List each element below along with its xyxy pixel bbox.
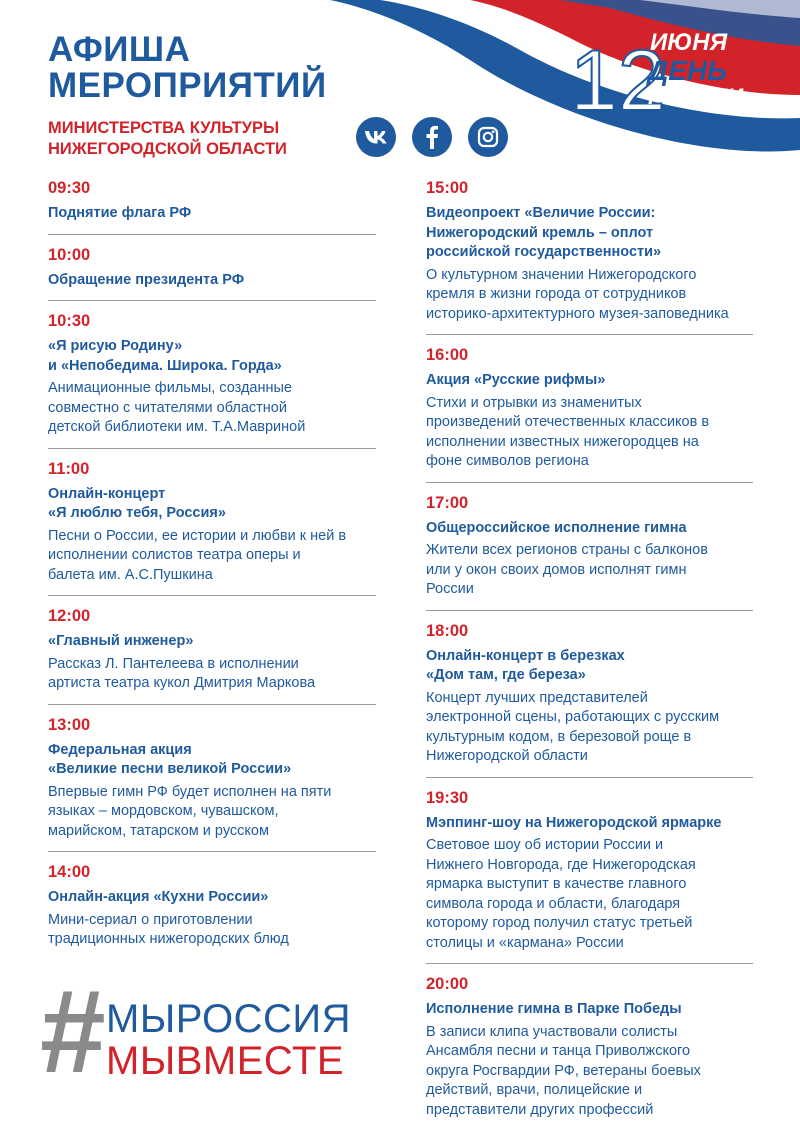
event-title-line: Исполнение гимна в Парке Победы bbox=[426, 1001, 682, 1017]
event-description bbox=[426, 689, 753, 767]
event-time: 15:00 bbox=[426, 179, 469, 197]
event-description bbox=[48, 911, 376, 950]
event-description-line: историко-архитектурного музея-заповедника bbox=[426, 305, 729, 322]
event-description bbox=[426, 836, 753, 953]
badge-month: ИЮНЯ bbox=[650, 29, 728, 56]
event-description-line: совместно с читателями областной bbox=[48, 399, 287, 416]
event-title bbox=[48, 632, 376, 652]
event-description bbox=[426, 541, 753, 600]
event-description-line: исполнении солистов театра оперы и bbox=[48, 547, 301, 563]
event-description-line: языках – мордовском, чувашском, bbox=[48, 803, 279, 819]
event-title-line: Общероссийское исполнение гимна bbox=[426, 519, 687, 536]
schedule-item bbox=[426, 493, 753, 611]
badge-graphic bbox=[570, 28, 750, 128]
event-description-line: фоне символов региона bbox=[426, 453, 589, 469]
event-description-line: Мини-сериал о приготовлении bbox=[48, 911, 253, 928]
schedule-item bbox=[48, 715, 376, 853]
event-description-line: исполнении известных нижегородцев на bbox=[426, 433, 699, 450]
event-title bbox=[48, 741, 376, 780]
event-description-line: символа города и области, благодаря bbox=[426, 895, 681, 912]
event-time: 10:30 bbox=[48, 312, 91, 330]
event-description-line: которому город получил статус третьей bbox=[426, 915, 693, 931]
schedule-item bbox=[48, 178, 376, 235]
event-title-line: Онлайн-акция «Кухни России» bbox=[48, 889, 269, 905]
page-title bbox=[48, 32, 327, 104]
event-description-line: артиста театра кукол Дмитрия Маркова bbox=[48, 675, 316, 691]
event-title-line: Нижегородский кремль – оплот bbox=[426, 224, 654, 241]
event-description-line: детской библиотеки им. Т.А.Мавриной bbox=[48, 419, 306, 435]
page-subtitle bbox=[48, 118, 287, 160]
event-title bbox=[426, 814, 753, 834]
event-title bbox=[48, 888, 376, 908]
event-description-line: кремля в жизни города от сотрудников bbox=[426, 286, 687, 302]
event-description-line: Жители всех регионов страны с балконов bbox=[426, 542, 708, 558]
schedule-item bbox=[48, 862, 376, 960]
day-of-russia-badge bbox=[570, 28, 750, 128]
event-description-line: Анимационные фильмы, созданные bbox=[48, 380, 292, 396]
schedule-item bbox=[426, 178, 753, 335]
social-links bbox=[356, 117, 508, 157]
schedule-left-column bbox=[48, 178, 376, 970]
vk-link[interactable] bbox=[356, 117, 396, 157]
event-description-line: действий, врачи, полицейские и bbox=[426, 1082, 643, 1098]
event-description-line: марийском, татарском и русском bbox=[48, 822, 269, 839]
event-description bbox=[426, 266, 753, 325]
schedule-right-column bbox=[426, 178, 753, 1140]
event-title bbox=[426, 647, 753, 686]
facebook-link[interactable] bbox=[412, 117, 452, 157]
subtitle-line-1: МИНИСТЕРСТВА КУЛЬТУРЫ bbox=[48, 119, 280, 137]
event-description-line: Нижнего Новгорода, где Нижегородская bbox=[426, 856, 696, 873]
event-description-line: Ансамбля песни и танца Приволжского bbox=[426, 1043, 691, 1059]
event-title bbox=[48, 337, 376, 376]
event-time: 13:00 bbox=[48, 715, 91, 734]
schedule-item bbox=[426, 621, 753, 778]
event-description-line: традиционных нижегородских блюд bbox=[48, 931, 289, 947]
event-time: 18:00 bbox=[426, 621, 469, 640]
event-description bbox=[426, 394, 753, 472]
event-title bbox=[48, 485, 376, 524]
event-title-line: и «Непобедима. Широка. Горда» bbox=[48, 357, 282, 374]
event-description bbox=[48, 379, 376, 438]
event-description-line: Впервые гимн РФ будет исполнен на пяти bbox=[48, 783, 332, 800]
event-description-line: Рассказ Л. Пантелеева в исполнении bbox=[48, 655, 299, 672]
badge-holiday-line1: ДЕНЬ bbox=[648, 55, 727, 86]
event-title bbox=[48, 204, 376, 224]
event-title-line: Онлайн-концерт bbox=[48, 485, 166, 502]
facebook-icon bbox=[425, 125, 439, 149]
badge-day: 12 bbox=[570, 33, 666, 128]
hashtag-line-2: МЫВМЕСТЕ bbox=[106, 1039, 345, 1083]
hashtag-line-1: МЫРОССИЯ bbox=[106, 997, 352, 1041]
event-title-line: Акция «Русские рифмы» bbox=[426, 372, 606, 388]
event-title-line: «Я люблю тебя, Россия» bbox=[48, 505, 226, 521]
event-title-line: Федеральная акция bbox=[48, 741, 192, 758]
hash-symbol: # bbox=[40, 966, 106, 1098]
event-title-line: Онлайн-концерт в березках bbox=[426, 647, 625, 664]
event-time: 17:00 bbox=[426, 493, 469, 512]
event-time: 20:00 bbox=[426, 975, 469, 993]
event-description bbox=[48, 527, 376, 586]
badge-holiday-line2: РОССИИ bbox=[648, 84, 744, 109]
title-line-2: МЕРОПРИЯТИЙ bbox=[48, 66, 327, 105]
event-description-line: Нижегородской области bbox=[426, 748, 588, 764]
event-description-line: произведений отечественных классиков в bbox=[426, 414, 710, 430]
event-description-line: электронной сцены, работающих с русским bbox=[426, 709, 720, 725]
event-description-line: или у окон своих домов исполнят гимн bbox=[426, 561, 687, 578]
event-title-line: «Дом там, где береза» bbox=[426, 667, 586, 683]
schedule-item bbox=[48, 311, 376, 449]
event-time: 11:00 bbox=[48, 459, 90, 478]
event-description-line: балета им. А.С.Пушкина bbox=[48, 566, 213, 583]
event-description-line: ярмарка выступит в качестве главного bbox=[426, 876, 687, 892]
event-title-line: «Великие песни великой России» bbox=[48, 761, 292, 777]
hashtag-block bbox=[40, 966, 370, 1098]
event-description-line: России bbox=[426, 581, 474, 597]
event-title-line: Видеопроект «Величие России: bbox=[426, 205, 656, 221]
subtitle-line-2: НИЖЕГОРОДСКОЙ ОБЛАСТИ bbox=[48, 140, 287, 158]
event-title-line: Мэппинг-шоу на Нижегородской ярмарке bbox=[426, 814, 722, 831]
instagram-link[interactable] bbox=[468, 117, 508, 157]
event-description bbox=[426, 1023, 753, 1121]
event-title-line: Обращение президента РФ bbox=[48, 271, 245, 288]
event-description bbox=[48, 655, 376, 694]
schedule-item bbox=[426, 974, 753, 1130]
event-description-line: культурным кодом, в березовой роще в bbox=[426, 728, 692, 745]
title-line-1: АФИША bbox=[48, 30, 191, 69]
event-time: 14:00 bbox=[48, 863, 91, 881]
event-time: 09:30 bbox=[48, 179, 91, 197]
schedule-item bbox=[48, 606, 376, 705]
event-description-line: округа Росгвардии РФ, ветераны боевых bbox=[426, 1062, 701, 1079]
event-title-line: Поднятие флага РФ bbox=[48, 205, 192, 221]
event-description-line: столицы и «кармана» России bbox=[426, 934, 624, 951]
schedule-item bbox=[48, 245, 376, 302]
event-title-line: российской государственности» bbox=[426, 244, 662, 260]
event-description-line: Песни о России, ее истории и любви к ней в bbox=[48, 527, 347, 544]
event-description bbox=[48, 783, 376, 842]
event-title bbox=[48, 271, 376, 291]
event-time: 12:00 bbox=[48, 607, 91, 625]
event-time: 16:00 bbox=[426, 346, 469, 364]
event-description-line: О культурном значении Нижегородского bbox=[426, 266, 697, 283]
schedule-item bbox=[48, 459, 376, 597]
event-time: 10:00 bbox=[48, 245, 91, 264]
event-title-line: «Главный инженер» bbox=[48, 633, 194, 649]
schedule-item bbox=[426, 788, 753, 965]
event-title bbox=[426, 519, 753, 539]
event-title bbox=[426, 204, 753, 263]
event-title bbox=[426, 1000, 753, 1020]
event-time: 19:30 bbox=[426, 788, 469, 807]
event-description-line: Световое шоу об истории России и bbox=[426, 837, 664, 853]
event-description-line: В записи клипа участвовали солисты bbox=[426, 1023, 678, 1040]
schedule-item bbox=[426, 345, 753, 483]
instagram-icon bbox=[477, 126, 499, 148]
vk-icon bbox=[364, 129, 388, 145]
event-title bbox=[426, 371, 753, 391]
event-description-line: Концерт лучших представителей bbox=[426, 689, 648, 706]
event-description-line: Стихи и отрывки из знаменитых bbox=[426, 394, 642, 411]
event-title-line: «Я рисую Родину» bbox=[48, 338, 183, 354]
event-description-line: представители других профессий bbox=[426, 1101, 654, 1118]
